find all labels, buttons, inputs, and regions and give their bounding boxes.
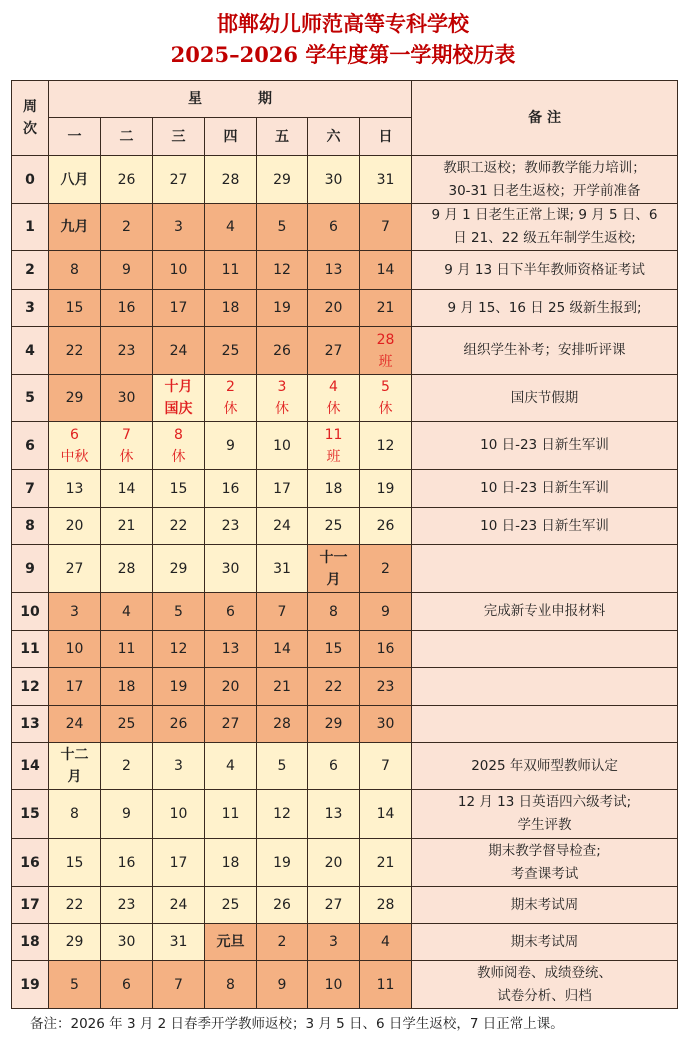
day-cell: 11 班 — [308, 422, 360, 470]
week-number: 0 — [12, 156, 49, 204]
day-cell: 12 — [257, 790, 308, 839]
day-cell: 7 — [153, 961, 205, 1009]
day-cell: 29 — [153, 545, 205, 593]
day-cell: 30 — [101, 375, 153, 422]
week-row — [12, 631, 678, 668]
day-cell: 11 — [205, 790, 257, 839]
day-cell: 11 — [205, 251, 257, 290]
day-cell: 27 — [49, 545, 101, 593]
day-cell: 20 — [49, 508, 101, 545]
week-row — [12, 422, 678, 470]
day-cell: 九月 — [49, 204, 101, 251]
week-note: 10 日-23 日新生军训 — [412, 470, 678, 508]
day-cell: 30 — [101, 924, 153, 961]
week-note — [412, 706, 678, 743]
day-cell: 28 — [257, 706, 308, 743]
day-cell: 24 — [153, 327, 205, 375]
day-cell: 12 — [360, 422, 412, 470]
day-cell: 25 — [101, 706, 153, 743]
day-cell: 4 — [101, 593, 153, 631]
day-cell: 17 — [153, 290, 205, 327]
day-cell: 元旦 — [205, 924, 257, 961]
day-cell: 7 — [360, 743, 412, 790]
day-cell: 29 — [49, 375, 101, 422]
day-cell: 22 — [308, 668, 360, 706]
day-cell: 20 — [205, 668, 257, 706]
footer-note: 备注：2026 年 3 月 2 日春季开学教师返校；3 月 5 日、6 日学生返校，7 日正常上课。 — [30, 1016, 564, 1032]
week-note — [412, 631, 678, 668]
day-cell: 15 — [308, 631, 360, 668]
day-cell: 9 — [360, 593, 412, 631]
day-cell: 31 — [153, 924, 205, 961]
day-cell: 19 — [257, 290, 308, 327]
day-cell: 14 — [257, 631, 308, 668]
week-row — [12, 251, 678, 290]
day-cell: 7 休 — [101, 422, 153, 470]
day-cell: 28 — [101, 545, 153, 593]
day-cell: 24 — [257, 508, 308, 545]
day-cell: 10 — [257, 422, 308, 470]
day-cell: 31 — [257, 545, 308, 593]
week-row — [12, 924, 678, 961]
day-cell: 30 — [205, 545, 257, 593]
day-cell: 6 — [308, 204, 360, 251]
week-note: 10 日-23 日新生军训 — [412, 508, 678, 545]
week-note: 完成新专业申报材料 — [412, 593, 678, 631]
week-note: 9 月 1 日老生正常上课; 9 月 5 日、6 日 21、22 级五年制学生返校; — [412, 204, 678, 251]
day-cell: 十月 国庆 — [153, 375, 205, 422]
day-cell: 14 — [360, 251, 412, 290]
day-cell: 9 — [205, 422, 257, 470]
day-cell: 21 — [360, 290, 412, 327]
week-number: 10 — [12, 593, 49, 631]
day-cell: 27 — [308, 887, 360, 924]
day-cell: 3 — [49, 593, 101, 631]
day-cell: 2 休 — [205, 375, 257, 422]
day-cell: 18 — [308, 470, 360, 508]
week-row — [12, 961, 678, 1009]
day-cell: 10 — [153, 251, 205, 290]
day-cell: 2 — [101, 204, 153, 251]
day-cell: 28 — [205, 156, 257, 204]
day-cell: 23 — [101, 327, 153, 375]
week-row — [12, 545, 678, 593]
day-cell: 17 — [257, 470, 308, 508]
day-cell: 6 — [205, 593, 257, 631]
week-note: 2025 年双师型教师认定 — [412, 743, 678, 790]
week-row — [12, 508, 678, 545]
day-cell: 17 — [153, 839, 205, 887]
day-cell: 10 — [49, 631, 101, 668]
week-note: 9 月 15、16 日 25 级新生报到; — [412, 290, 678, 327]
day-cell: 9 — [257, 961, 308, 1009]
week-row — [12, 839, 678, 887]
week-number: 6 — [12, 422, 49, 470]
day-cell: 31 — [360, 156, 412, 204]
weekday-header: 三 — [153, 118, 205, 156]
week-number: 19 — [12, 961, 49, 1009]
week-number: 11 — [12, 631, 49, 668]
day-cell: 3 — [308, 924, 360, 961]
week-row — [12, 327, 678, 375]
day-cell: 26 — [101, 156, 153, 204]
day-cell: 29 — [49, 924, 101, 961]
day-cell: 30 — [360, 706, 412, 743]
week-row — [12, 790, 678, 839]
weekday-header: 二 — [101, 118, 153, 156]
day-cell: 27 — [308, 327, 360, 375]
week-number: 16 — [12, 839, 49, 887]
day-cell: 10 — [153, 790, 205, 839]
day-cell: 14 — [101, 470, 153, 508]
day-cell: 5 休 — [360, 375, 412, 422]
week-number: 8 — [12, 508, 49, 545]
day-cell: 23 — [360, 668, 412, 706]
day-cell: 5 — [153, 593, 205, 631]
day-cell: 8 — [49, 790, 101, 839]
day-cell: 9 — [101, 251, 153, 290]
day-cell: 29 — [257, 156, 308, 204]
week-number: 13 — [12, 706, 49, 743]
day-cell: 2 — [257, 924, 308, 961]
day-cell: 26 — [360, 508, 412, 545]
day-cell: 8 休 — [153, 422, 205, 470]
week-note: 期末教学督导检查; 考查课考试 — [412, 839, 678, 887]
weekday-header: 四 — [205, 118, 257, 156]
day-cell: 13 — [308, 790, 360, 839]
day-cell: 13 — [308, 251, 360, 290]
day-cell: 21 — [257, 668, 308, 706]
week-row — [12, 706, 678, 743]
day-cell: 29 — [308, 706, 360, 743]
day-cell: 21 — [101, 508, 153, 545]
day-cell: 15 — [49, 839, 101, 887]
week-note: 组织学生补考；安排听评课 — [412, 327, 678, 375]
weekday-header: 一 — [49, 118, 101, 156]
day-cell: 10 — [308, 961, 360, 1009]
day-cell: 6 — [101, 961, 153, 1009]
day-cell: 23 — [205, 508, 257, 545]
day-cell: 25 — [205, 327, 257, 375]
week-note: 期末考试周 — [412, 887, 678, 924]
week-number: 3 — [12, 290, 49, 327]
day-cell: 24 — [49, 706, 101, 743]
day-cell: 5 — [49, 961, 101, 1009]
week-note: 12 月 13 日英语四六级考试; 学生评教 — [412, 790, 678, 839]
day-cell: 24 — [153, 887, 205, 924]
day-cell: 22 — [153, 508, 205, 545]
school-calendar-table — [11, 80, 678, 1009]
day-cell: 7 — [360, 204, 412, 251]
day-cell: 27 — [205, 706, 257, 743]
day-cell: 26 — [257, 327, 308, 375]
weekday-header: 日 — [360, 118, 412, 156]
week-note: 国庆节假期 — [412, 375, 678, 422]
week-row — [12, 743, 678, 790]
day-cell: 5 — [257, 204, 308, 251]
day-cell: 十二 月 — [49, 743, 101, 790]
week-number: 15 — [12, 790, 49, 839]
day-cell: 25 — [308, 508, 360, 545]
day-cell: 19 — [257, 839, 308, 887]
day-cell: 28 班 — [360, 327, 412, 375]
day-cell: 20 — [308, 839, 360, 887]
week-note — [412, 668, 678, 706]
day-cell: 20 — [308, 290, 360, 327]
week-number-header: 周 次 — [12, 81, 49, 156]
day-cell: 26 — [153, 706, 205, 743]
day-cell: 27 — [153, 156, 205, 204]
week-row — [12, 668, 678, 706]
day-cell: 16 — [205, 470, 257, 508]
day-cell: 19 — [153, 668, 205, 706]
day-cell: 4 — [360, 924, 412, 961]
weekday-header: 五 — [257, 118, 308, 156]
day-cell: 30 — [308, 156, 360, 204]
day-cell: 11 — [360, 961, 412, 1009]
week-number: 1 — [12, 204, 49, 251]
week-note — [412, 545, 678, 593]
day-cell: 13 — [205, 631, 257, 668]
day-cell: 4 休 — [308, 375, 360, 422]
day-cell: 8 — [308, 593, 360, 631]
day-cell: 21 — [360, 839, 412, 887]
day-cell: 3 — [153, 204, 205, 251]
day-cell: 3 — [153, 743, 205, 790]
school-name-title: 邯郸幼儿师范高等专科学校 — [217, 11, 469, 36]
week-note: 教职工返校；教师教学能力培训； 30-31 日老生返校；开学前准备 — [412, 156, 678, 204]
day-cell: 16 — [101, 839, 153, 887]
day-cell: 14 — [360, 790, 412, 839]
day-cell: 25 — [205, 887, 257, 924]
week-number: 7 — [12, 470, 49, 508]
day-cell: 13 — [49, 470, 101, 508]
day-cell: 19 — [360, 470, 412, 508]
day-cell: 2 — [360, 545, 412, 593]
day-cell: 18 — [101, 668, 153, 706]
week-number: 4 — [12, 327, 49, 375]
day-cell: 18 — [205, 839, 257, 887]
day-cell: 15 — [49, 290, 101, 327]
day-cell: 4 — [205, 743, 257, 790]
day-cell: 22 — [49, 327, 101, 375]
week-row — [12, 204, 678, 251]
week-row — [12, 290, 678, 327]
day-cell: 28 — [360, 887, 412, 924]
day-cell: 5 — [257, 743, 308, 790]
week-note: 教师阅卷、成绩登统、 试卷分析、归档 — [412, 961, 678, 1009]
day-cell: 11 — [101, 631, 153, 668]
day-cell: 4 — [205, 204, 257, 251]
day-cell: 3 休 — [257, 375, 308, 422]
day-cell: 23 — [101, 887, 153, 924]
week-note: 10 日-23 日新生军训 — [412, 422, 678, 470]
day-cell: 9 — [101, 790, 153, 839]
day-cell: 8 — [49, 251, 101, 290]
day-cell: 6 中秋 — [49, 422, 101, 470]
week-number: 14 — [12, 743, 49, 790]
week-row — [12, 470, 678, 508]
weekday-header: 六 — [308, 118, 360, 156]
week-number: 12 — [12, 668, 49, 706]
week-row — [12, 375, 678, 422]
week-note: 9 月 13 日下半年教师资格证考试 — [412, 251, 678, 290]
week-number: 5 — [12, 375, 49, 422]
day-cell: 26 — [257, 887, 308, 924]
week-note: 期末考试周 — [412, 924, 678, 961]
day-cell: 12 — [257, 251, 308, 290]
day-cell: 8 — [205, 961, 257, 1009]
week-number: 18 — [12, 924, 49, 961]
day-cell: 16 — [360, 631, 412, 668]
day-cell: 十一 月 — [308, 545, 360, 593]
day-cell: 6 — [308, 743, 360, 790]
day-cell: 22 — [49, 887, 101, 924]
day-cell: 八月 — [49, 156, 101, 204]
day-cell: 17 — [49, 668, 101, 706]
weekday-group-header: 星 期 — [49, 81, 412, 118]
calendar-title: 2025–2026 学年度第一学期校历表 — [170, 42, 516, 67]
day-cell: 18 — [205, 290, 257, 327]
week-number: 9 — [12, 545, 49, 593]
week-row — [12, 156, 678, 204]
notes-header: 备 注 — [412, 81, 678, 156]
day-cell: 2 — [101, 743, 153, 790]
day-cell: 15 — [153, 470, 205, 508]
week-number: 2 — [12, 251, 49, 290]
day-cell: 12 — [153, 631, 205, 668]
day-cell: 16 — [101, 290, 153, 327]
day-cell: 7 — [257, 593, 308, 631]
week-number: 17 — [12, 887, 49, 924]
week-row — [12, 887, 678, 924]
week-row — [12, 593, 678, 631]
